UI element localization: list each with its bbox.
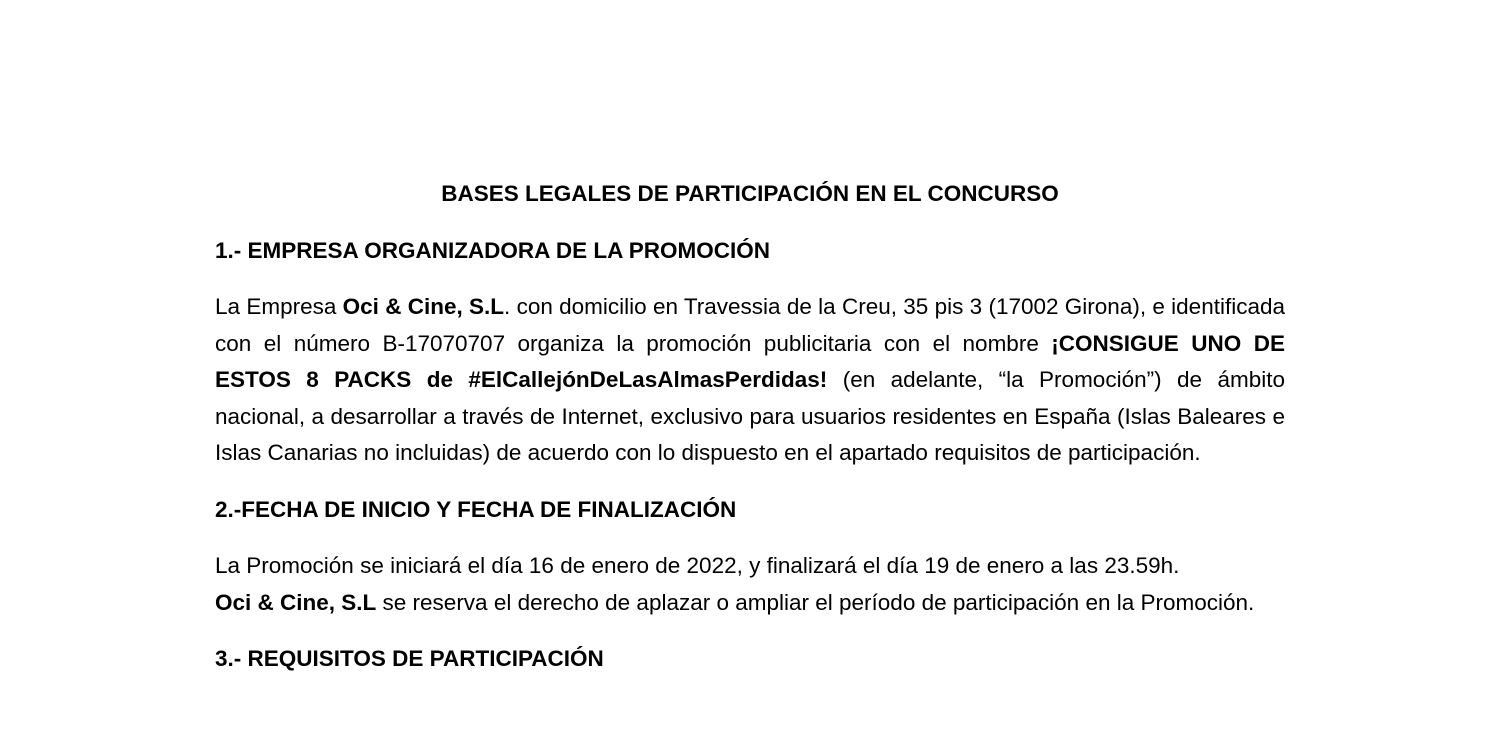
- paragraph-text: La Empresa: [215, 294, 343, 319]
- company-name: Oci & Cine, S.L: [215, 589, 377, 615]
- document-content: [215, 176, 1285, 698]
- section-heading-2: 2.-FECHA DE INICIO Y FECHA DE FINALIZACIÓN: [215, 496, 737, 522]
- section-paragraph-2: [215, 548, 1285, 621]
- promotion-name: ¡CONSIGUE UNO DE ESTOS 8 PACKS de #ElCallejónDeLasAlmasPerdidas!: [215, 330, 1285, 392]
- company-name: Oci & Cine, S.L: [342, 294, 505, 319]
- document-title: BASES LEGALES DE PARTICIPACIÓN EN EL CONCURSO: [441, 181, 1059, 206]
- paragraph-text: (en adelante, “la Promoción”) de ámbito nacional, a desarrollar a través de Internet, exclusivo para usuarios residentes en España (Islas Baleares e Islas Canarias no incluidas) de acuerdo con lo dispuesto en el apartado requisitos de participación.: [215, 367, 1285, 465]
- section-paragraph-1: [215, 289, 1285, 472]
- paragraph-text: se reserva el derecho de aplazar o ampliar el período de participación en la Promoción.: [376, 589, 1255, 615]
- section-heading-1: 1.- EMPRESA ORGANIZADORA DE LA PROMOCIÓN: [215, 237, 771, 263]
- paragraph-text: . con domicilio en Travessia de la Creu, 35 pis 3 (17002 Girona), e identificada con el número B-17070707 organiza la promoción publicitaria con el nombre: [215, 294, 1286, 356]
- section-heading-3: 3.- REQUISITOS DE PARTICIPACIÓN: [215, 646, 604, 671]
- paragraph-text: La Promoción se iniciará el día 16 de enero de 2022, y finalizará el día 19 de enero a las 23.59h.: [215, 553, 1180, 578]
